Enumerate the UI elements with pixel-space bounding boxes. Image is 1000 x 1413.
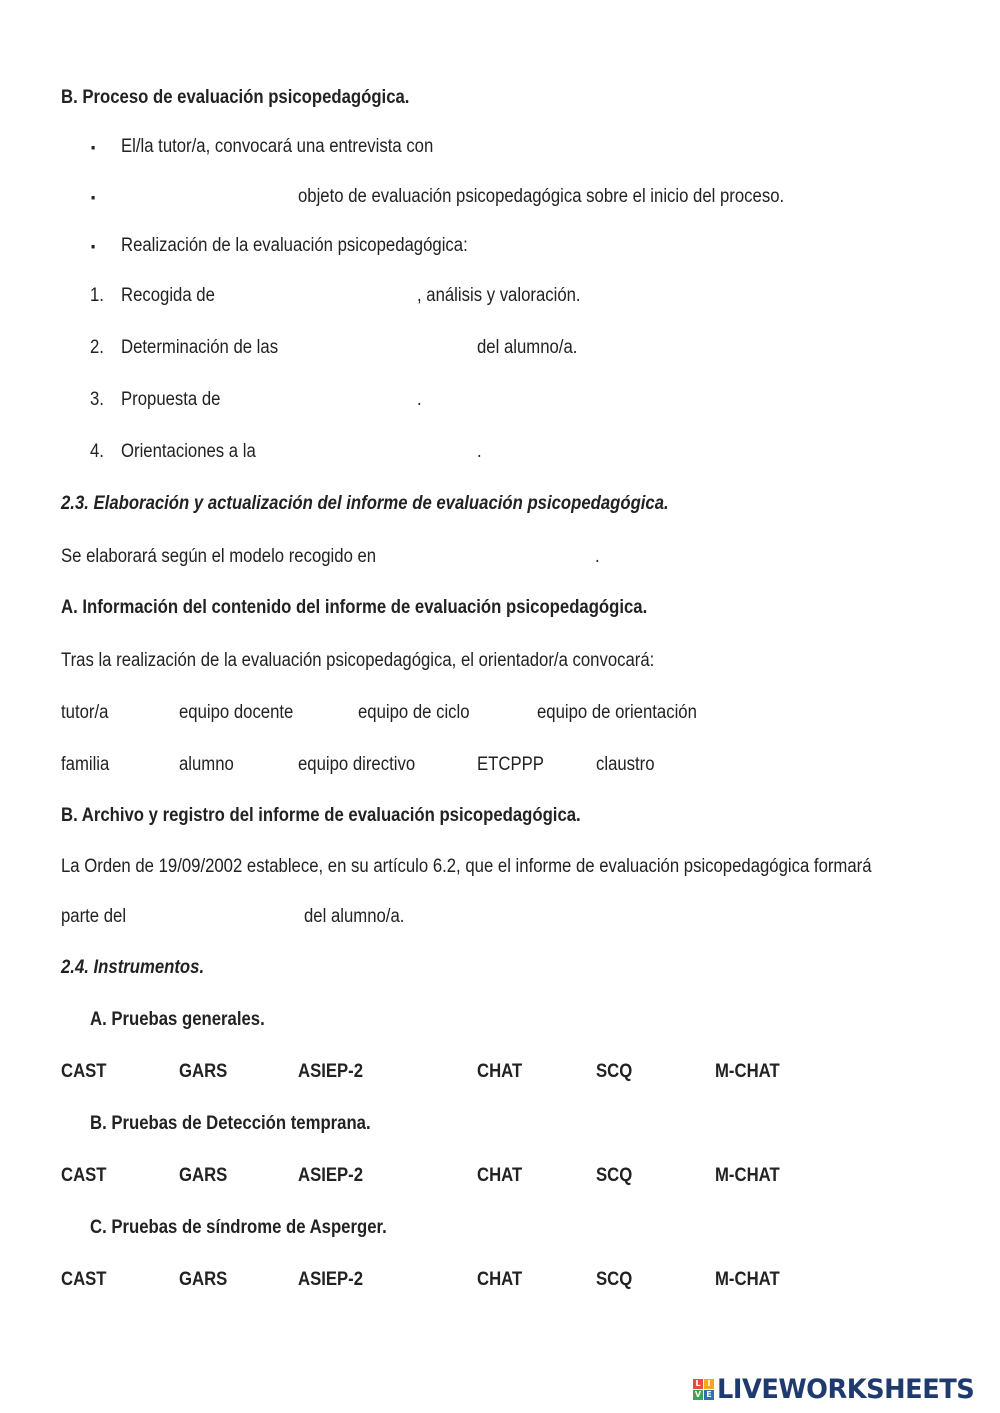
logo-mark-icon bbox=[693, 1379, 714, 1400]
blank-step-4[interactable] bbox=[277, 438, 472, 464]
option-claustro[interactable]: claustro bbox=[596, 754, 655, 775]
group-a-label: A. Pruebas generales. bbox=[90, 1009, 265, 1030]
option-tutor[interactable]: tutor/a bbox=[61, 702, 109, 723]
blank-expediente[interactable] bbox=[135, 903, 295, 929]
option-equipo-docente[interactable]: equipo docente bbox=[179, 702, 294, 723]
test-option[interactable]: CHAT bbox=[477, 1061, 523, 1082]
option-equipo-orientacion[interactable]: equipo de orientación bbox=[537, 702, 697, 723]
step-number: 3. bbox=[90, 389, 104, 410]
step-4-after: . bbox=[477, 441, 482, 462]
logo-mark-letter: V bbox=[694, 1389, 702, 1399]
logo-mark-letter: L bbox=[693, 1379, 703, 1389]
modelo-text: Se elaborará según el modelo recogido en bbox=[61, 546, 377, 567]
test-option[interactable]: CAST bbox=[61, 1269, 107, 1290]
option-alumno[interactable]: alumno bbox=[179, 754, 234, 775]
step-number: 4. bbox=[90, 441, 104, 462]
liveworksheets-logo bbox=[693, 1374, 988, 1404]
test-option[interactable]: SCQ bbox=[596, 1061, 633, 1082]
blank-modelo[interactable] bbox=[416, 543, 591, 569]
step-1-after: , análisis y valoración. bbox=[417, 285, 581, 306]
bullet-text-2: objeto de evaluación psicopedagógica sobre el inicio del proceso. bbox=[298, 186, 785, 207]
test-option[interactable]: CAST bbox=[61, 1165, 107, 1186]
sub-a-intro: Tras la realización de la evaluación psicopedagógica, el orientador/a convocará: bbox=[61, 650, 655, 671]
step-3-text: Propuesta de bbox=[121, 389, 221, 410]
option-equipo-ciclo[interactable]: equipo de ciclo bbox=[358, 702, 470, 723]
test-option[interactable]: CAST bbox=[61, 1061, 107, 1082]
bullet-icon: ▪ bbox=[91, 189, 96, 205]
test-option[interactable]: GARS bbox=[179, 1165, 228, 1186]
test-option[interactable]: SCQ bbox=[596, 1165, 633, 1186]
step-2-after: del alumno/a. bbox=[477, 337, 578, 358]
bullet-icon: ▪ bbox=[91, 238, 96, 254]
sub-b-text2: parte del bbox=[61, 906, 127, 927]
section-b-heading: B. Proceso de evaluación psicopedagógica. bbox=[61, 87, 410, 108]
test-option[interactable]: CHAT bbox=[477, 1165, 523, 1186]
test-option[interactable]: M-CHAT bbox=[715, 1061, 780, 1082]
step-3-after: . bbox=[417, 389, 422, 410]
bullet-icon: ▪ bbox=[91, 139, 96, 155]
bullet-text-3: Realización de la evaluación psicopedagógica: bbox=[121, 235, 468, 256]
test-option[interactable]: ASIEP-2 bbox=[298, 1061, 364, 1082]
sub-b-heading: B. Archivo y registro del informe de evaluación psicopedagógica. bbox=[61, 805, 581, 826]
logo-text: LIVEWORKSHEETS bbox=[717, 1373, 975, 1405]
step-number: 2. bbox=[90, 337, 104, 358]
step-4-text: Orientaciones a la bbox=[121, 441, 256, 462]
modelo-after: . bbox=[595, 546, 600, 567]
test-option[interactable]: SCQ bbox=[596, 1269, 633, 1290]
option-equipo-directivo[interactable]: equipo directivo bbox=[298, 754, 416, 775]
sub-b-text2-after: del alumno/a. bbox=[304, 906, 405, 927]
test-option[interactable]: ASIEP-2 bbox=[298, 1165, 364, 1186]
group-c-label: C. Pruebas de síndrome de Asperger. bbox=[90, 1217, 387, 1238]
sub-b-text: La Orden de 19/09/2002 establece, en su artículo 6.2, que el informe de evaluación psicopedagógica formará bbox=[61, 856, 872, 877]
sub-a-heading: A. Información del contenido del informe de evaluación psicopedagógica. bbox=[61, 597, 648, 618]
section-2-3-heading: 2.3. Elaboración y actualización del informe de evaluación psicopedagógica. bbox=[61, 493, 669, 514]
test-option[interactable]: ASIEP-2 bbox=[298, 1269, 364, 1290]
test-option[interactable]: M-CHAT bbox=[715, 1269, 780, 1290]
step-2-text: Determinación de las bbox=[121, 337, 279, 358]
logo-mark-letter: I bbox=[704, 1379, 714, 1389]
blank-step-1[interactable] bbox=[232, 282, 412, 308]
bullet-text-1: El/la tutor/a, convocará una entrevista con bbox=[121, 136, 434, 157]
section-2-4-heading: 2.4. Instrumentos. bbox=[61, 957, 205, 978]
test-option[interactable]: GARS bbox=[179, 1061, 228, 1082]
test-option[interactable]: M-CHAT bbox=[715, 1165, 780, 1186]
step-number: 1. bbox=[90, 285, 104, 306]
test-option[interactable]: GARS bbox=[179, 1269, 228, 1290]
blank-bullet-2[interactable] bbox=[121, 183, 271, 209]
group-b-label: B. Pruebas de Detección temprana. bbox=[90, 1113, 371, 1134]
step-1-text: Recogida de bbox=[121, 285, 215, 306]
option-etcppp[interactable]: ETCPPP bbox=[477, 754, 544, 775]
logo-mark-letter: E bbox=[704, 1390, 714, 1400]
option-familia[interactable]: familia bbox=[61, 754, 110, 775]
blank-step-2[interactable] bbox=[302, 334, 472, 360]
test-option[interactable]: CHAT bbox=[477, 1269, 523, 1290]
blank-step-3[interactable] bbox=[238, 386, 413, 412]
